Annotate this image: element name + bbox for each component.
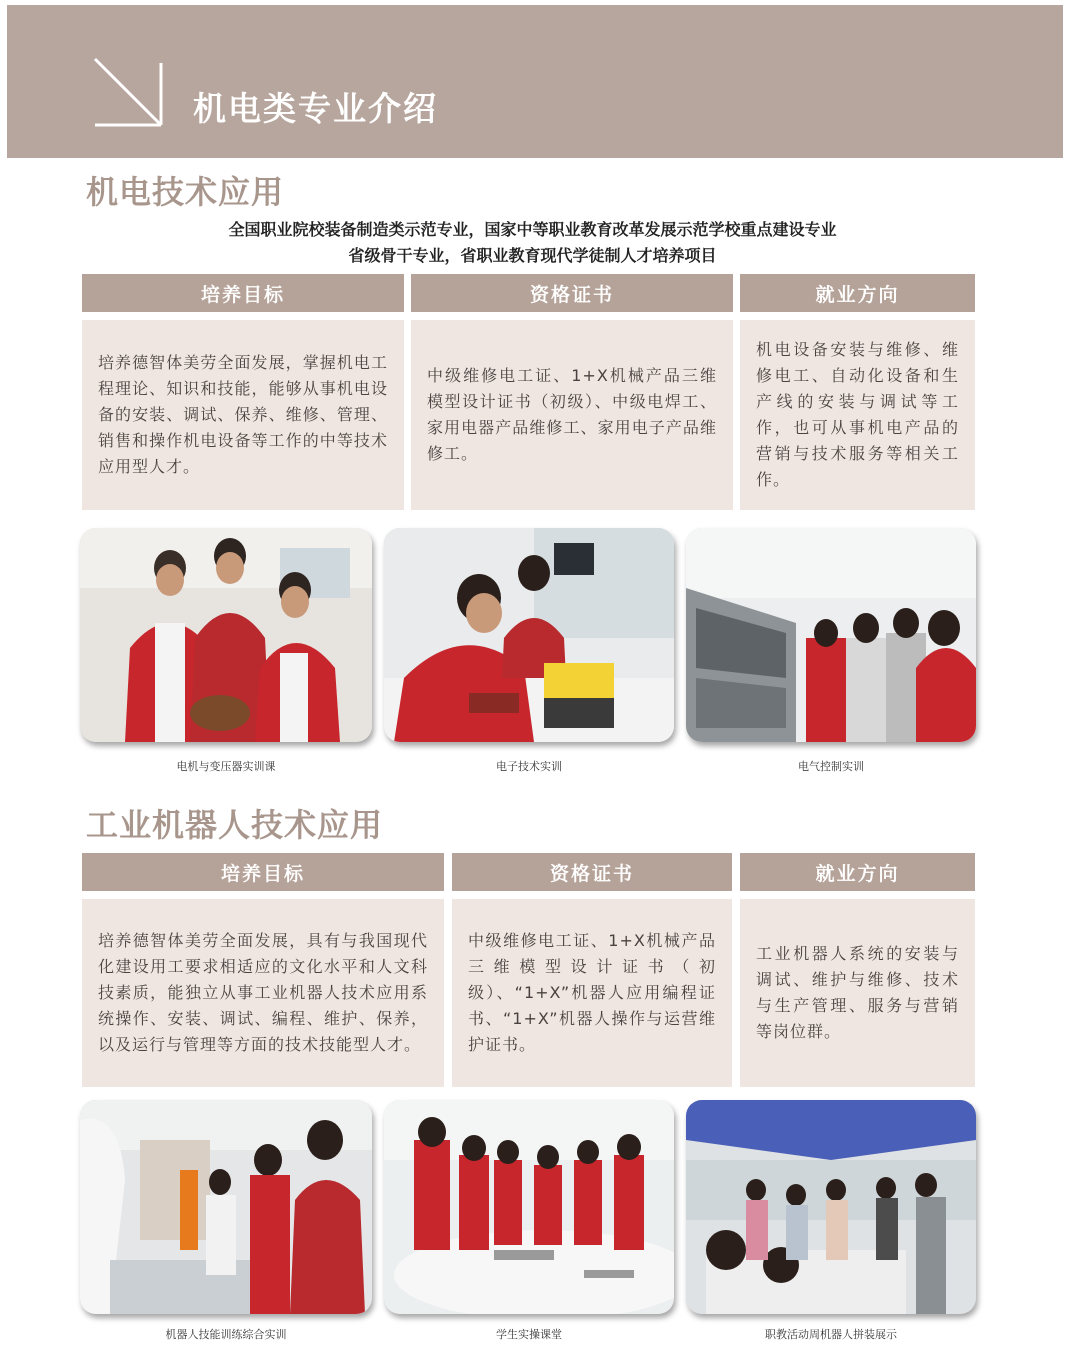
certificates-text-2: 中级维修电工证、1+X机械产品三维模型设计证书（初级）、“1+X”机器人应用编程证书、“1+X”机器人操作与运营维护证书。: [468, 931, 716, 1054]
column-heading-certificates: 资格证书: [411, 274, 733, 312]
column-heading-goals: 培养目标: [82, 274, 404, 312]
section-subtitle-line-1: 全国职业院校装备制造类示范专业，国家中等职业教育改革发展示范学校重点建设专业: [228, 220, 837, 239]
careers-text-2: 工业机器人系统的安装与调试、维护与维修、技术与生产管理、服务与营销等岗位群。: [756, 944, 959, 1041]
header-banner: [7, 5, 1063, 158]
photo-caption-6: 职教活动周机器人拼装展示: [765, 1328, 897, 1341]
column-text-careers-2: [740, 899, 975, 1087]
column-heading-goals-2: 培养目标: [82, 853, 444, 891]
photo-caption-3: 电气控制实训: [798, 760, 864, 773]
column-text-certificates: [411, 320, 733, 510]
careers-text: 机电设备安装与维修、维修电工、自动化设备和生产线的安装与调试等工作，也可从事机电产品的营销与技术服务等相关工作。: [756, 340, 959, 489]
goals-text: 培养德智体美劳全面发展，掌握机电工程理论、知识和技能，能够从事机电设备的安装、调试、保养、维修、管理、销售和操作机电设备等工作的中等技术应用型人才。: [98, 353, 388, 476]
photo-caption-1: 电机与变压器实训课: [176, 760, 276, 773]
column-text-certificates-2: [452, 899, 732, 1087]
arrow-down-right-icon: [89, 53, 169, 133]
photo-electronics-training: [384, 528, 674, 742]
photo-caption-4: 机器人技能训练综合实训: [165, 1328, 287, 1341]
column-text-goals: [82, 320, 404, 510]
section-title-industrial-robotics: 工业机器人技术应用: [86, 806, 384, 844]
section-title-mechatronics: 机电技术应用: [86, 173, 285, 211]
page-title: 机电类专业介绍: [193, 89, 438, 128]
column-heading-certificates-2: 资格证书: [452, 853, 732, 891]
column-heading-careers-2: 就业方向: [740, 853, 975, 891]
photo-student-practice-class: [384, 1100, 674, 1314]
photo-robot-skills-training: [80, 1100, 372, 1314]
section-subtitle-line-2: 省级骨干专业，省职业教育现代学徒制人才培养项目: [348, 246, 717, 265]
photo-motor-transformer-training: [80, 528, 372, 742]
column-text-goals-2: [82, 899, 444, 1087]
photo-electrical-control-training: [686, 528, 976, 742]
photo-robot-assembly-exhibition: [686, 1100, 976, 1314]
column-text-careers: [740, 320, 975, 510]
column-heading-careers: 就业方向: [740, 274, 975, 312]
certificates-text: 中级维修电工证、1+X机械产品三维模型设计证书（初级）、中级电焊工、家用电器产品维修工、家用电子产品维修工。: [427, 366, 717, 463]
photo-caption-5: 学生实操课堂: [496, 1328, 562, 1341]
photo-caption-2: 电子技术实训: [496, 760, 562, 773]
goals-text-2: 培养德智体美劳全面发展，具有与我国现代化建设用工要求相适应的文化水平和人文科技素质，能独立从事工业机器人技术应用系统操作、安装、调试、编程、维护、保养，以及运行与管理等方面的技术技能型人才。: [98, 931, 428, 1054]
